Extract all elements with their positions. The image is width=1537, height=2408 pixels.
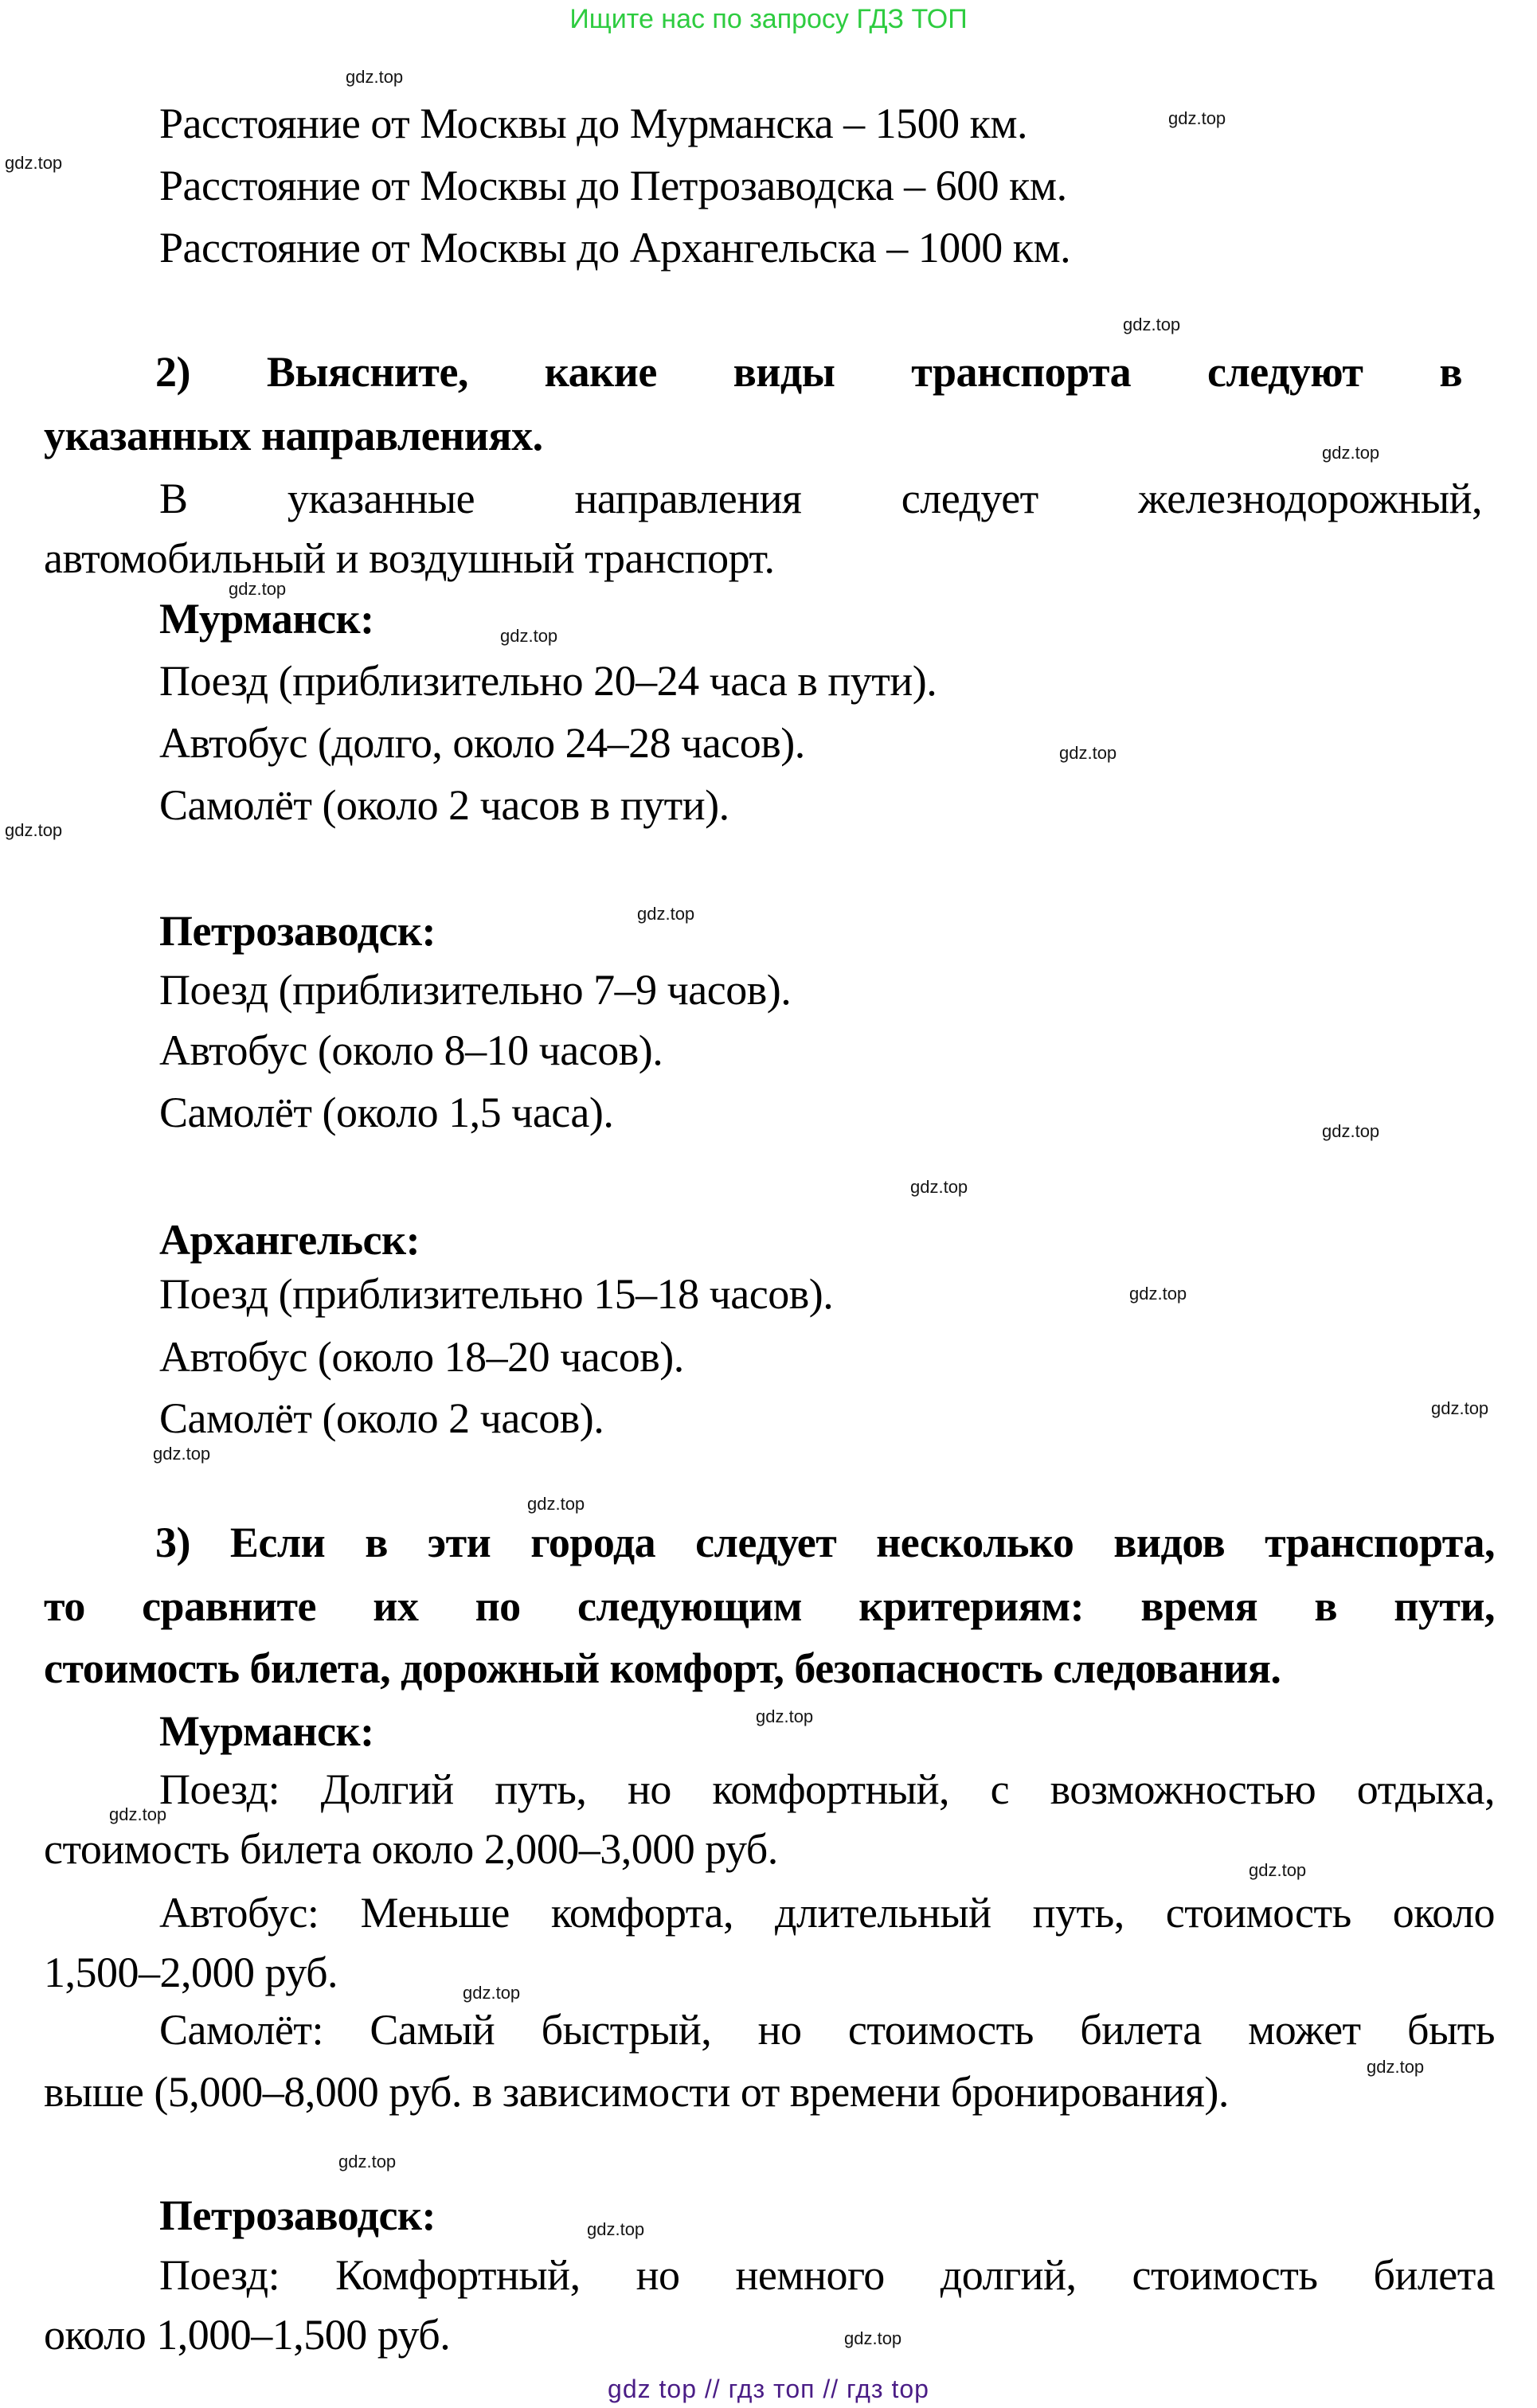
- watermark: gdz.top: [1123, 315, 1181, 334]
- footer-note: gdz top // гдз топ // гдз top: [608, 2375, 929, 2403]
- watermark: gdz.top: [1168, 108, 1226, 128]
- text-line: Самолёт (около 2 часов в пути).: [159, 781, 729, 829]
- watermark: gdz.top: [527, 1494, 585, 1514]
- city-heading: Петрозаводск:: [159, 2191, 436, 2239]
- text-line: Расстояние от Москвы до Мурманска – 1500 км.: [159, 100, 1028, 147]
- watermark: gdz.top: [5, 820, 63, 840]
- text-line: Самолёт (около 2 часов).: [159, 1394, 604, 1442]
- text-line: Самолёт (около 1,5 часа).: [159, 1089, 614, 1136]
- watermark: gdz.top: [109, 1804, 167, 1824]
- watermark: gdz.top: [500, 626, 558, 646]
- text-line: выше (5,000–8,000 руб. в зависимости от времени бронирования).: [44, 2068, 1229, 2116]
- text-line: 1,500–2,000 руб.: [44, 1949, 338, 1996]
- text-line: автомобильный и воздушный транспорт.: [44, 534, 775, 582]
- text-line: Поезд (приблизительно 20–24 часа в пути).: [159, 657, 937, 705]
- watermark: gdz.top: [1322, 1121, 1380, 1141]
- header-note: Ищите нас по запросу ГДЗ ТОП: [569, 4, 968, 34]
- text-line: Автобус (долго, около 24–28 часов).: [159, 719, 805, 767]
- text-line: В указанные направления следует железнодорожный,: [159, 475, 1482, 522]
- text-line: Поезд (приблизительно 15–18 часов).: [159, 1270, 834, 1318]
- text-line: Автобус: Меньше комфорта, длительный путь, стоимость около: [159, 1889, 1495, 1937]
- text-line: Самолёт: Самый быстрый, но стоимость билета может быть: [159, 2006, 1495, 2054]
- watermark: gdz.top: [153, 1444, 211, 1464]
- text-line: Расстояние от Москвы до Петрозаводска – 600 км.: [159, 162, 1067, 209]
- watermark: gdz.top: [756, 1706, 814, 1726]
- question-line: стоимость билета, дорожный комфорт, безопасность следования.: [44, 1644, 1281, 1692]
- watermark: gdz.top: [463, 1983, 521, 2003]
- city-heading: Мурманск:: [159, 1707, 374, 1755]
- city-heading: Архангельск:: [159, 1216, 420, 1264]
- question-line: указанных направлениях.: [44, 412, 543, 459]
- watermark: gdz.top: [346, 67, 404, 87]
- watermark: gdz.top: [1059, 743, 1117, 763]
- text-line: Автобус (около 8–10 часов).: [159, 1026, 663, 1074]
- city-heading: Петрозаводск:: [159, 907, 436, 955]
- watermark: gdz.top: [844, 2328, 902, 2348]
- watermark: gdz.top: [637, 904, 695, 924]
- watermark: gdz.top: [338, 2152, 397, 2172]
- text-line: около 1,000–1,500 руб.: [44, 2311, 451, 2359]
- watermark: gdz.top: [229, 579, 287, 599]
- watermark: gdz.top: [1129, 1284, 1187, 1304]
- watermark: gdz.top: [1322, 443, 1380, 463]
- watermark: gdz.top: [1367, 2057, 1425, 2077]
- question-line: 2) Выясните, какие виды транспорта следуют в: [155, 348, 1462, 396]
- watermark: gdz.top: [1431, 1398, 1489, 1418]
- text-line: Автобус (около 18–20 часов).: [159, 1333, 684, 1381]
- watermark: gdz.top: [587, 2219, 645, 2239]
- watermark: gdz.top: [5, 153, 63, 173]
- text-line: Поезд: Долгий путь, но комфортный, с возможностью отдыха,: [159, 1765, 1495, 1813]
- question-line: 3) Если в эти города следует несколько видов транспорта,: [155, 1519, 1495, 1566]
- watermark: gdz.top: [1249, 1860, 1307, 1880]
- text-line: стоимость билета около 2,000–3,000 руб.: [44, 1825, 778, 1873]
- city-heading: Мурманск:: [159, 595, 374, 643]
- text-line: Поезд: Комфортный, но немного долгий, стоимость билета: [159, 2251, 1495, 2299]
- question-line: то сравните их по следующим критериям: время в пути,: [44, 1582, 1495, 1630]
- watermark: gdz.top: [910, 1177, 968, 1197]
- text-line: Расстояние от Москвы до Архангельска – 1000 км.: [159, 224, 1071, 272]
- text-line: Поезд (приблизительно 7–9 часов).: [159, 966, 792, 1014]
